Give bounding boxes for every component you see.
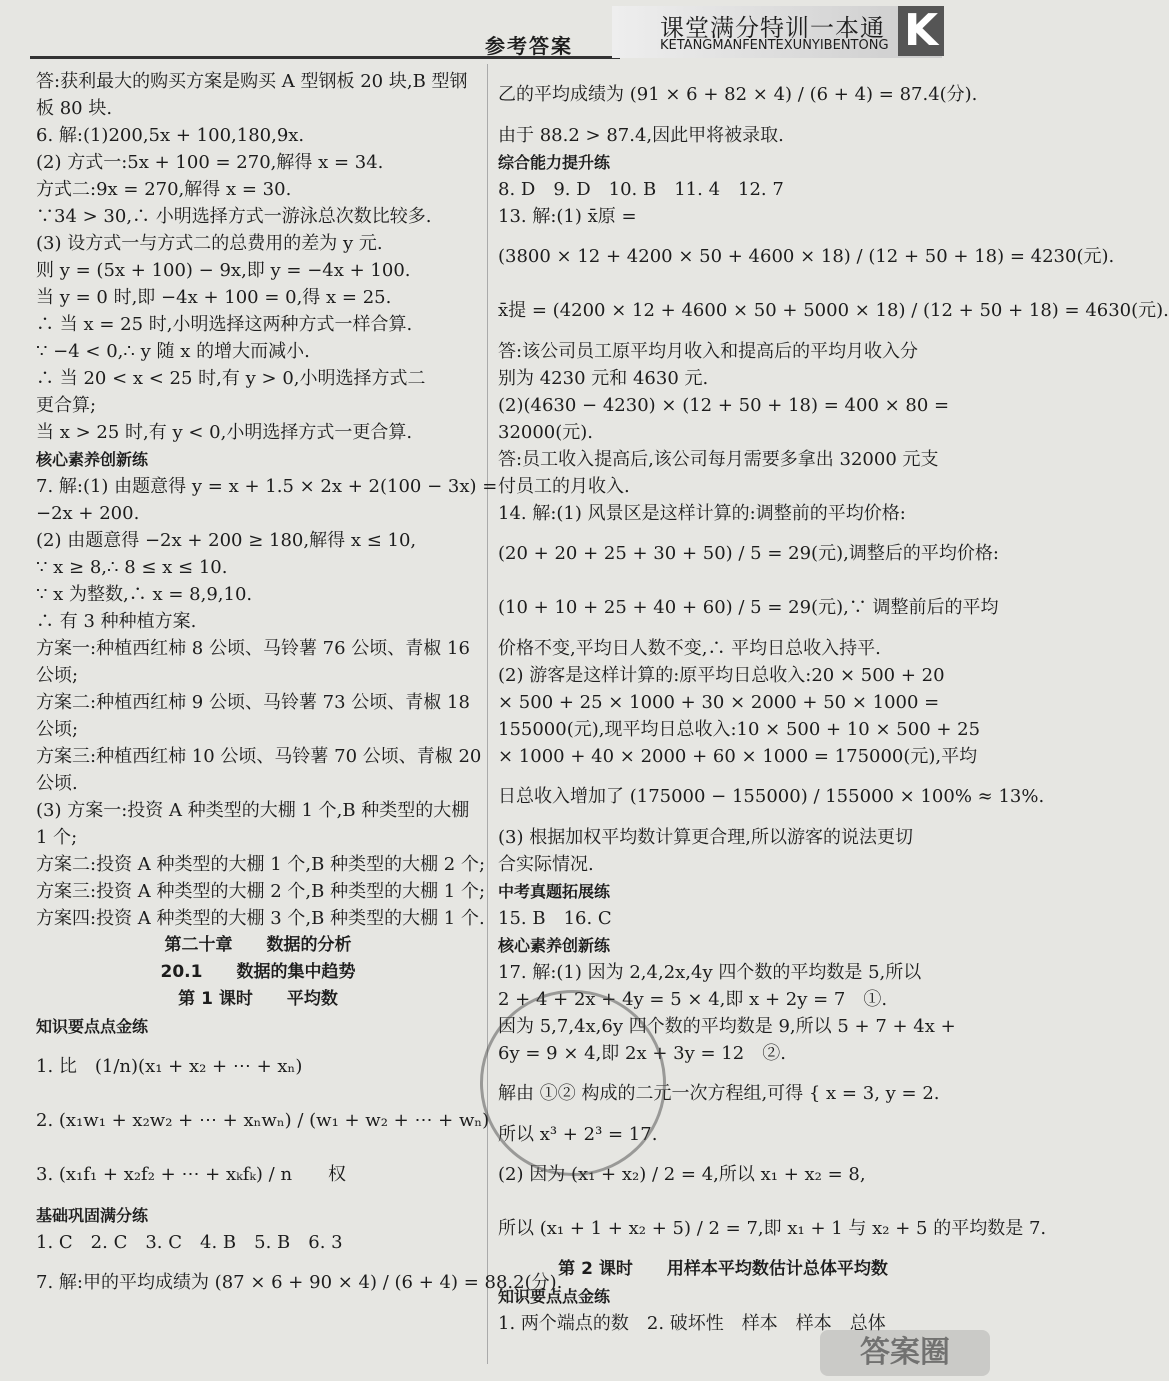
answer-line: 8. D 9. D 10. B 11. 4 12. 7 bbox=[498, 179, 784, 200]
answer-line: 合实际情况. bbox=[498, 854, 594, 875]
answer-line: 1 个; bbox=[36, 827, 78, 848]
series-pinyin: KETANGMANFENTEXUNYIBENTONG bbox=[660, 38, 889, 53]
answer-line: 1. 两个端点的数 2. 破坏性 样本 样本 总体 bbox=[498, 1313, 886, 1334]
section-heading: 核心素养创新练 bbox=[36, 450, 149, 469]
answer-line: 方案三:种植西红柿 10 公顷、马铃薯 70 公顷、青椒 20 bbox=[36, 746, 482, 767]
answer-line: 2 + 4 + 2x + 4y = 5 × 4,即 x + 2y = 7 ①. bbox=[498, 989, 888, 1010]
answer-line: × 1000 + 40 × 2000 + 60 × 1000 = 175000(元),平均 bbox=[498, 746, 978, 767]
answer-line: 155000(元),现平均日总收入:10 × 500 + 10 × 500 + 25 bbox=[498, 719, 981, 740]
answer-line: 方式二:9x = 270,解得 x = 30. bbox=[36, 179, 292, 200]
section-heading: 知识要点点金练 bbox=[36, 1017, 149, 1036]
chapter-heading: 第 2 课时 用样本平均数估计总体平均数 bbox=[558, 1259, 888, 1279]
answer-line: 当 y = 0 时,即 −4x + 100 = 0,得 x = 25. bbox=[36, 287, 392, 308]
header-rule bbox=[30, 56, 620, 59]
answer-line: 日总收入增加了 (175000 − 155000) / 155000 × 100% ≈ 13%. bbox=[498, 786, 1045, 807]
answer-line: 因为 5,7,4x,6y 四个数的平均数是 9,所以 5 + 7 + 4x + bbox=[498, 1016, 956, 1037]
answer-line: x̄提 = (4200 × 12 + 4600 × 50 + 5000 × 18) / (12 + 50 + 18) = 4630(元). bbox=[498, 300, 1169, 321]
answer-line: (2) 因为 (x₁ + x₂) / 2 = 4,所以 x₁ + x₂ = 8, bbox=[498, 1164, 866, 1185]
answer-line: 由于 88.2 > 87.4,因此甲将被录取. bbox=[498, 125, 784, 146]
answer-line: 7. 解:(1) 由题意得 y = x + 1.5 × 2x + 2(100 − 3x) = bbox=[36, 476, 498, 497]
answer-line: 1. 比 (1/n)(x₁ + x₂ + ⋯ + xₙ) bbox=[36, 1056, 303, 1077]
answer-line: 所以 (x₁ + 1 + x₂ + 5) / 2 = 7,即 x₁ + 1 与 x₂ + 5 的平均数是 7. bbox=[498, 1218, 1047, 1239]
answer-line: 答:获利最大的购买方案是购买 A 型钢板 20 块,B 型钢 bbox=[36, 71, 468, 92]
answer-line: 7. 解:甲的平均成绩为 (87 × 6 + 90 × 4) / (6 + 4) = 88.2(分). bbox=[36, 1272, 563, 1293]
section-heading: 基础巩固满分练 bbox=[36, 1206, 149, 1225]
answer-line: (3) 方案一:投资 A 种类型的大棚 1 个,B 种类型的大棚 bbox=[36, 800, 470, 821]
answer-line: −2x + 200. bbox=[36, 503, 140, 524]
answer-line: 解由 ①② 构成的二元一次方程组,可得 { x = 3, y = 2. bbox=[498, 1083, 940, 1104]
answer-line: (3) 根据加权平均数计算更合理,所以游客的说法更切 bbox=[498, 827, 913, 848]
answer-line: 6y = 9 × 4,即 2x + 3y = 12 ②. bbox=[498, 1043, 786, 1064]
answer-line: 32000(元). bbox=[498, 422, 594, 443]
answer-line: 更合算; bbox=[36, 395, 97, 416]
answer-line: 付员工的月收入. bbox=[498, 476, 630, 497]
section-heading: 核心素养创新练 bbox=[498, 936, 611, 955]
header-title: 参考答案 bbox=[485, 34, 573, 58]
answer-line: 2. (x₁w₁ + x₂w₂ + ⋯ + xₙwₙ) / (w₁ + w₂ + ⋯ + wₙ) bbox=[36, 1110, 490, 1131]
chapter-heading: 第二十章 数据的分析 bbox=[164, 935, 352, 955]
answer-line: 方案一:种植西红柿 8 公顷、马铃薯 76 公顷、青椒 16 bbox=[36, 638, 470, 659]
answer-line: (3800 × 12 + 4200 × 50 + 4600 × 18) / (12 + 50 + 18) = 4230(元). bbox=[498, 246, 1115, 267]
answer-line: (2)(4630 − 4230) × (12 + 50 + 18) = 400 × 80 = bbox=[498, 395, 950, 416]
answer-line: 方案二:种植西红柿 9 公顷、马铃薯 73 公顷、青椒 18 bbox=[36, 692, 470, 713]
answer-line: 乙的平均成绩为 (91 × 6 + 82 × 4) / (6 + 4) = 87.4(分). bbox=[498, 84, 978, 105]
answer-line: (2) 游客是这样计算的:原平均日总收入:20 × 500 + 20 bbox=[498, 665, 945, 686]
answer-line: ∵ x ≥ 8,∴ 8 ≤ x ≤ 10. bbox=[36, 557, 228, 578]
answer-line: 板 80 块. bbox=[36, 98, 113, 119]
answer-line: ∴ 当 20 < x < 25 时,有 y > 0,小明选择方式二 bbox=[36, 368, 426, 389]
section-heading: 知识要点点金练 bbox=[498, 1287, 611, 1306]
answer-line: ∵34 > 30,∴ 小明选择方式一游泳总次数比较多. bbox=[36, 206, 432, 227]
series-title: 课堂满分特训一本通 bbox=[660, 14, 885, 42]
k-logo-icon: K bbox=[898, 6, 944, 56]
answer-line: 6. 解:(1)200,5x + 100,180,9x. bbox=[36, 125, 305, 146]
answer-line: 17. 解:(1) 因为 2,4,2x,4y 四个数的平均数是 5,所以 bbox=[498, 962, 922, 983]
answer-line: (3) 设方式一与方式二的总费用的差为 y 元. bbox=[36, 233, 383, 254]
answer-line: ∴ 有 3 种种植方案. bbox=[36, 611, 197, 632]
answer-line: ∵ x 为整数,∴ x = 8,9,10. bbox=[36, 584, 253, 605]
answer-line: 则 y = (5x + 100) − 9x,即 y = −4x + 100. bbox=[36, 260, 411, 281]
column-divider bbox=[487, 64, 488, 1364]
answer-line: 所以 x³ + 2³ = 17. bbox=[498, 1124, 658, 1145]
answer-line: (10 + 10 + 25 + 40 + 60) / 5 = 29(元),∵ 调整前后的平均 bbox=[498, 597, 999, 618]
answer-line: (2) 方式一:5x + 100 = 270,解得 x = 34. bbox=[36, 152, 384, 173]
answer-line: 15. B 16. C bbox=[498, 908, 612, 929]
answer-line: ∴ 当 x = 25 时,小明选择这两种方式一样合算. bbox=[36, 314, 413, 335]
site-watermark: 答案圈 bbox=[820, 1330, 990, 1376]
chapter-heading: 第 1 课时 平均数 bbox=[178, 989, 338, 1009]
answer-line: 公顷; bbox=[36, 719, 79, 740]
answer-line: 方案四:投资 A 种类型的大棚 3 个,B 种类型的大棚 1 个. bbox=[36, 908, 485, 929]
answer-line: 当 x > 25 时,有 y < 0,小明选择方式一更合算. bbox=[36, 422, 413, 443]
answer-line: 方案二:投资 A 种类型的大棚 1 个,B 种类型的大棚 2 个; bbox=[36, 854, 486, 875]
answer-line: 公顷. bbox=[36, 773, 78, 794]
answer-line: (20 + 20 + 25 + 30 + 50) / 5 = 29(元),调整后的平均价格: bbox=[498, 543, 999, 564]
answer-line: 方案三:投资 A 种类型的大棚 2 个,B 种类型的大棚 1 个; bbox=[36, 881, 486, 902]
answer-line: 1. C 2. C 3. C 4. B 5. B 6. 3 bbox=[36, 1232, 343, 1253]
answer-line: ∵ −4 < 0,∴ y 随 x 的增大而减小. bbox=[36, 341, 310, 362]
answer-line: 14. 解:(1) 风景区是这样计算的:调整前的平均价格: bbox=[498, 503, 906, 524]
answer-line: 价格不变,平均日人数不变,∴ 平均日总收入持平. bbox=[498, 638, 881, 659]
answer-line: × 500 + 25 × 1000 + 30 × 2000 + 50 × 1000 = bbox=[498, 692, 940, 713]
answer-line: 答:该公司员工原平均月收入和提高后的平均月收入分 bbox=[498, 341, 919, 362]
page-header bbox=[0, 0, 1000, 62]
chapter-heading: 20.1 数据的集中趋势 bbox=[160, 962, 356, 982]
answer-line: 3. (x₁f₁ + x₂f₂ + ⋯ + xₖfₖ) / n 权 bbox=[36, 1164, 347, 1185]
section-heading: 综合能力提升练 bbox=[498, 153, 611, 172]
answer-line: 答:员工收入提高后,该公司每月需要多拿出 32000 元支 bbox=[498, 449, 939, 470]
answer-line: 公顷; bbox=[36, 665, 79, 686]
answer-line: (2) 由题意得 −2x + 200 ≥ 180,解得 x ≤ 10, bbox=[36, 530, 417, 551]
answer-line: 别为 4230 元和 4630 元. bbox=[498, 368, 709, 389]
answer-line: 13. 解:(1) x̄原 = bbox=[498, 206, 637, 227]
section-heading: 中考真题拓展练 bbox=[498, 882, 611, 901]
